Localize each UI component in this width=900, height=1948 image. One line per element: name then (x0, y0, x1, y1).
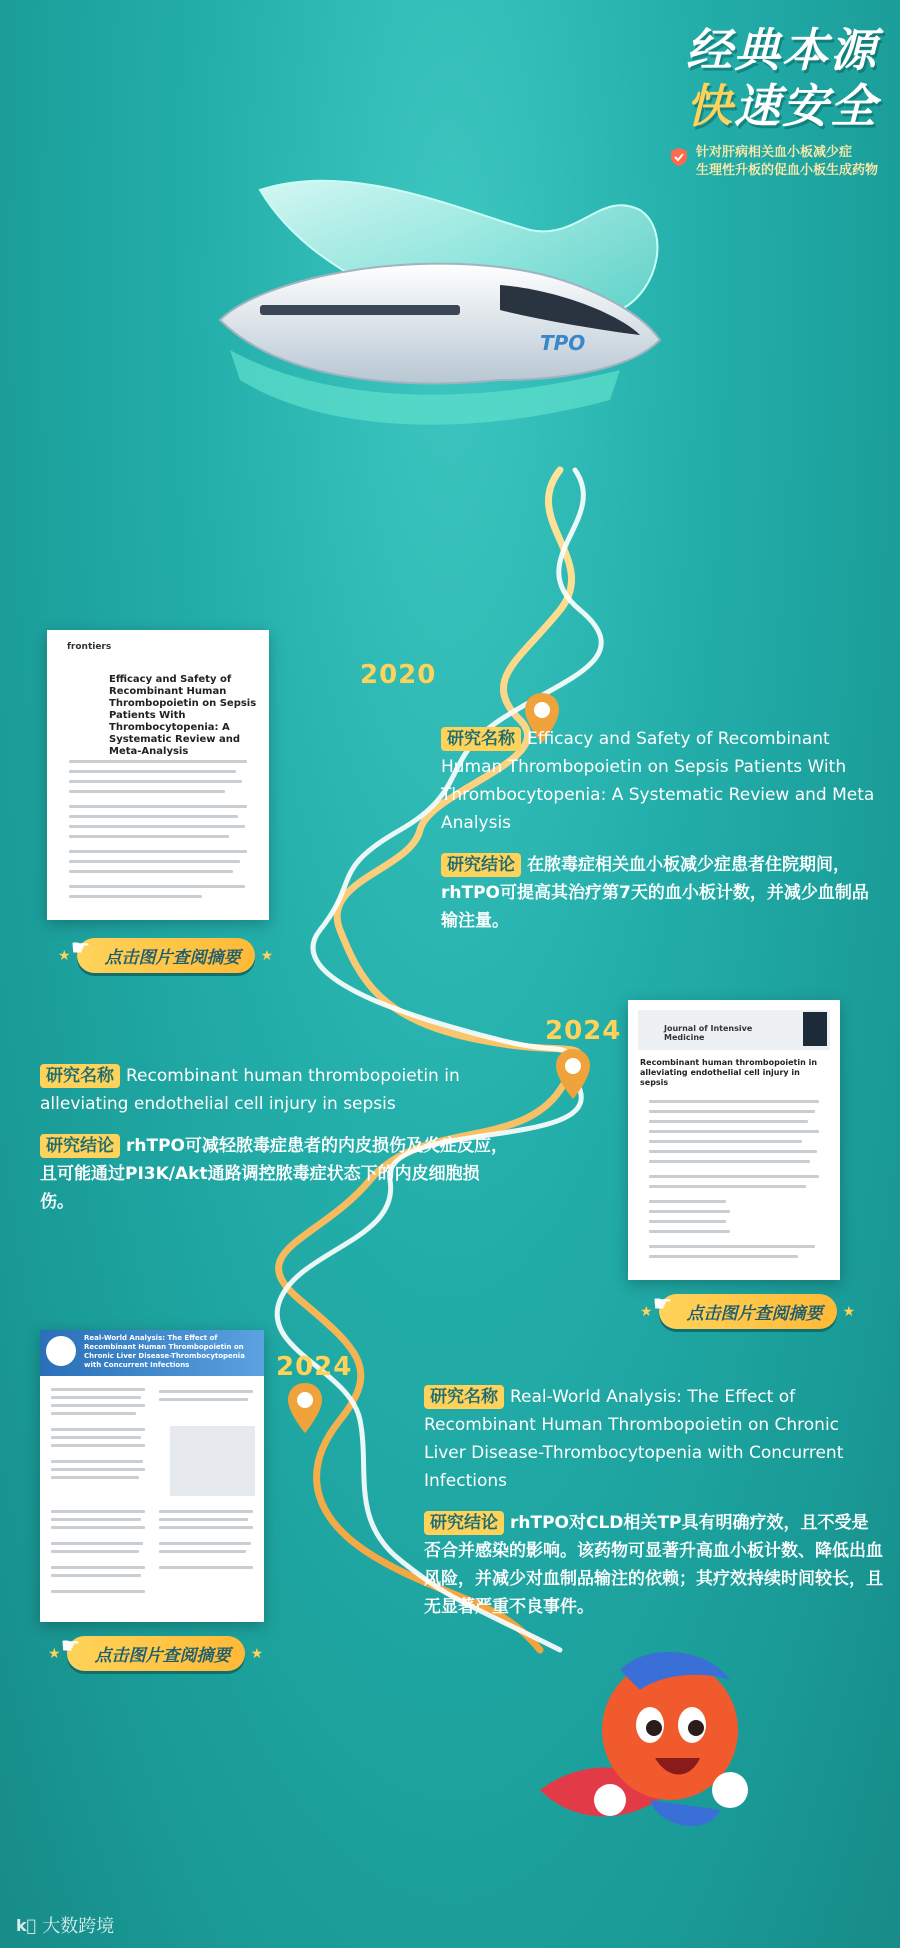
study-name-label: 研究名称 (40, 1064, 120, 1088)
year-2020: 2020 (360, 660, 437, 690)
view-abstract-button-2[interactable] (652, 1292, 837, 1329)
study-conclusion-label: 研究结论 (40, 1134, 120, 1158)
paper-1-thumb-title: Efficacy and Safety of Recombinant Human Thrombopoietin on Sepsis Patients With Thrombocytopenia: A Systematic Review and Meta-Analysis (109, 674, 257, 757)
mascot-illustration (520, 1640, 780, 1850)
star-icon: ★ (250, 1645, 264, 1662)
star-icon: ★ (842, 1303, 856, 1320)
paper-1-conclusion: 在脓毒症相关血小板减少症患者住院期间，rhTPO可提高其治疗第7天的血小板计数，并减少血制品输注量。 (441, 855, 869, 931)
train-logo: TPO (540, 331, 586, 355)
paper-3-conclusion-row (424, 1509, 884, 1621)
paper-3-thumb-title: Real-World Analysis: The Effect of Recombinant Human Thrombopoietin on Chronic Liver Disease-Thrombocytopenia with Concurrent Infections (84, 1334, 245, 1369)
headline-accent: 快 (686, 79, 734, 133)
pointer-hand-icon: ☛ (652, 1292, 673, 1317)
paper-2-thumb-title: Recombinant human thrombopoietin in alleviating endothelial cell injury in sepsis (640, 1058, 818, 1087)
paper-3-thumbnail[interactable] (40, 1330, 264, 1622)
headline-line1: 经典本源 (686, 23, 878, 77)
year-2024-b: 2024 (276, 1352, 353, 1382)
star-icon: ★ (260, 947, 274, 964)
paper-3-details (424, 1383, 884, 1621)
watermark-text: 大数跨境 (42, 1916, 115, 1937)
tagline-line2: 生理性升板的促血小板生成药物 (695, 163, 878, 178)
watermark-logo-icon: k⃝ (16, 1915, 37, 1935)
cta-label: 点击图片查阅摘要 (94, 1646, 231, 1666)
headline-rest: 速安全 (734, 79, 878, 133)
tagline-text (696, 144, 878, 180)
tpo-bullet-train-illustration (200, 170, 680, 470)
header (548, 22, 878, 180)
paper-1-details (441, 725, 881, 935)
location-pin-icon (287, 1382, 323, 1434)
star-icon: ★ (640, 1303, 653, 1320)
paper-3-cta[interactable] (48, 1636, 263, 1671)
paper-2-name-row (40, 1062, 510, 1118)
paper-3-conclusion: rhTPO对CLD相关TP具有明确疗效，且不受是否合并感染的影响。该药物可显著升高血小板计数、降低出血风险，并减少对血制品输注的依赖；其疗效持续时间较长，且无显著严重不良事件。 (424, 1513, 883, 1617)
star-icon: ★ (48, 1645, 61, 1662)
paper-1-brand: frontiers (67, 642, 112, 652)
paper-1-thumbnail[interactable] (47, 630, 269, 920)
paper-2-details (40, 1062, 510, 1216)
paper-1-name: Efficacy and Safety of Recombinant Human Thrombopoietin on Sepsis Patients With Thrombocytopenia: A Systematic Review and Meta Analysis (441, 729, 875, 833)
shield-check-icon (670, 147, 688, 167)
paper-3-name-row (424, 1383, 884, 1495)
cta-label: 点击图片查阅摘要 (686, 1304, 823, 1324)
study-name-label: 研究名称 (441, 727, 521, 751)
paper-1-cta[interactable] (58, 938, 273, 973)
paper-2-name: Recombinant human thrombopoietin in alleviating endothelial cell injury in sepsis (40, 1066, 460, 1114)
view-abstract-button-1[interactable] (70, 936, 255, 973)
paper-2-brand: Journal of Intensive Medicine (664, 1024, 753, 1042)
paper-2-cta[interactable] (640, 1294, 855, 1329)
study-name-label: 研究名称 (424, 1385, 504, 1409)
paper-2-conclusion-row (40, 1132, 510, 1216)
star-icon: ★ (58, 947, 71, 964)
cta-label: 点击图片查阅摘要 (104, 948, 241, 968)
paper-3-name: Real-World Analysis: The Effect of Recombinant Human Thrombopoietin on Chronic Liver Disease-Thrombocytopenia with Concurrent Infections (424, 1387, 844, 1491)
pointer-hand-icon: ☛ (60, 1634, 81, 1659)
study-conclusion-label: 研究结论 (441, 853, 521, 877)
view-abstract-button-3[interactable] (60, 1634, 245, 1671)
paper-1-name-row (441, 725, 881, 837)
study-conclusion-label: 研究结论 (424, 1511, 504, 1535)
watermark (16, 1912, 114, 1938)
paper-1-conclusion-row (441, 851, 881, 935)
pointer-hand-icon: ☛ (70, 936, 91, 961)
year-2024-a: 2024 (545, 1016, 622, 1046)
headline-line2 (548, 78, 878, 134)
location-pin-icon (555, 1048, 591, 1100)
tagline-line1: 针对肝病相关血小板减少症 (695, 145, 852, 160)
paper-2-conclusion: rhTPO可减轻脓毒症患者的内皮损伤及炎症反应，且可能通过PI3K/Akt通路调控脓毒症状态下的内皮细胞损伤。 (40, 1136, 508, 1212)
paper-2-thumbnail[interactable] (628, 1000, 840, 1280)
